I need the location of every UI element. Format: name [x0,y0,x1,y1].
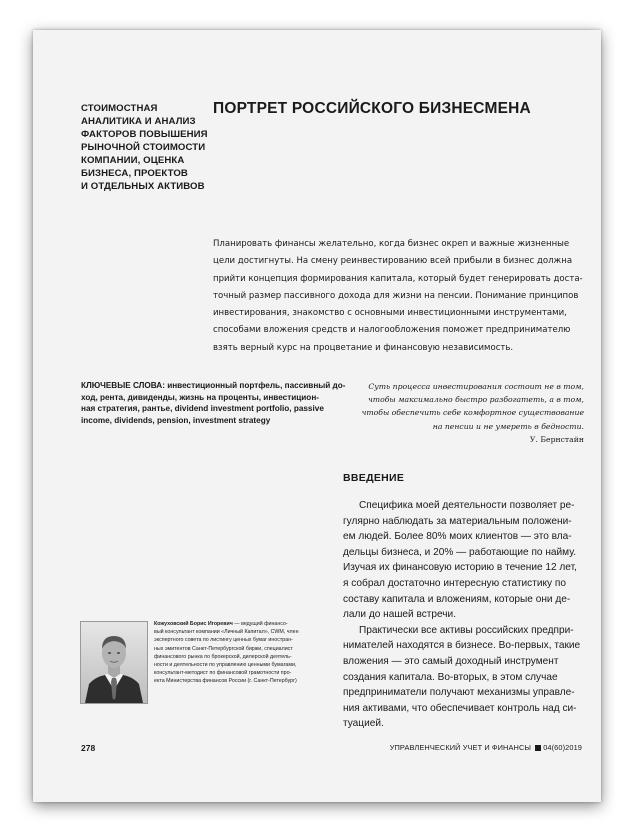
body-line: туацией. [343,718,384,730]
body-line: предприниматели получают механизмы управле- [343,687,575,699]
bio-line: — ведущий финансо- [232,621,288,627]
section-tag-line: ФАКТОРОВ ПОВЫШЕНИЯ [81,129,208,140]
abstract-line: прийти концепция формирования капитала, который будет генерировать доста- [213,273,583,284]
body-line: дельцы бизнеса, и 20% — работающие по найму. [343,546,577,558]
body-line: ния активами, что обеспечивает контроль над си- [343,702,577,714]
section-tag-line: БИЗНЕСА, ПРОЕКТОВ [81,168,188,179]
abstract-line: инвестирования, знакомство с основными инвестиционными инструментами, [213,308,567,319]
bio-line: ности и деятельности по управлению ценными бумагами, [154,662,297,669]
abstract-line: взять верный курс на процветание и финансовую независимость. [213,342,514,353]
body-line: нимателей находятся в бизнесе. Во-первых, такие [343,640,581,652]
bio-line: ных эмитентов Санкт-Петербургской биржи, специалист [154,645,293,652]
journal-footer [390,743,582,752]
body-line: вложения — это самый доходный инструмент [343,655,559,667]
body-line: Изучая их финансовую историю в течение 12 лет, [343,562,577,574]
bio-line: вый консультант компании «Личный Капитал», CWM, член [154,629,299,636]
section-tag-line: И ОТДЕЛЬНЫХ АКТИВОВ [81,181,205,192]
keywords [81,380,346,426]
body-line: создания капитала. Во-вторых, в этом случае [343,671,558,683]
page-number: 278 [81,743,96,753]
body-line: гулярно наблюдать за материальным положени- [343,515,572,527]
section-tag-line: КОМПАНИИ, ОЦЕНКА [81,155,185,166]
journal-name: УПРАВЛЕНЧЕСКИЙ УЧЕТ И ФИНАНСЫ [389,743,532,752]
journal-page [33,30,601,802]
article-title: ПОРТРЕТ РОССИЙСКОГО БИЗНЕСМЕНА [213,100,531,117]
square-bullet-icon [535,745,541,751]
author-name: Кожуховский Борис Игоревич [154,621,233,627]
body-line: я собрал достаточно интересную статистику по [343,577,566,589]
journal-issue: 04(60)2019 [543,743,582,752]
body-text [343,498,588,732]
abstract-line: Планировать финансы желательно, когда бизнес окреп и важные жизненные [213,239,570,249]
epigraph-author: У. Бернстайн [529,434,584,444]
bio-line: екта Министерства финансов России (г. Санкт-Петербург) [154,678,297,685]
abstract-line: точный размер пассивного дохода для жизни на пенсии. Понимание принципов [213,290,579,301]
body-line: ем людей. Более 80% моих клиентов — это вла- [343,531,572,543]
section-tag-line: АНАЛИТИКА И АНАЛИЗ [81,116,196,127]
body-line: составу капитала и вложениям, которые они де- [343,593,571,605]
bio-line: финансового рынка по брокерской, дилерской деятель- [154,653,292,660]
bio-line: экспертного совета по листингу ценных бумаг иностран- [154,637,293,644]
author-photo [80,621,148,704]
keywords-line: КЛЮЧЕВЫЕ СЛОВА: инвестиционный портфель, пассивный до- [81,381,346,390]
body-line: Практически все активы российских предпри- [359,624,574,636]
epigraph-line: чтобы обеспечить себе комфортное существование [361,408,584,418]
epigraph-line: на пенсии и не умереть в бедности. [432,421,584,431]
intro-heading: ВВЕДЕНИЕ [343,472,405,484]
abstract-line: цели достигнуты. На смену реинвестированию всей прибыли в бизнес должна [213,256,573,267]
keywords-line: ход, рента, дивиденды, жизнь на проценты, инвестицион- [81,392,319,402]
bio-line: консультант-методист по финансовой грамотности про- [154,670,292,677]
keywords-line: income, dividends, pension, investment strategy [81,415,271,425]
body-line: Специфика моей деятельности позволяет ре- [359,500,575,511]
epigraph [333,380,584,446]
section-tag [81,102,211,193]
abstract [213,236,583,357]
epigraph-line: чтобы максимально быстро разбогатеть, а в том, [368,395,584,405]
author-bio [154,620,322,686]
section-tag-line: РЫНОЧНОЙ СТОИМОСТИ [81,142,206,153]
section-tag-line: СТОИМОСТНАЯ [81,103,158,114]
epigraph-line: Суть процесса инвестирования состоит не в том, [368,382,584,391]
keywords-line: ная стратегия, рантье, dividend investment portfolio, passive [81,404,324,414]
body-line: лали до нашей встречи. [343,609,456,621]
abstract-line: способами вложения средств и налогообложения поможет предпринимателю [213,325,571,336]
